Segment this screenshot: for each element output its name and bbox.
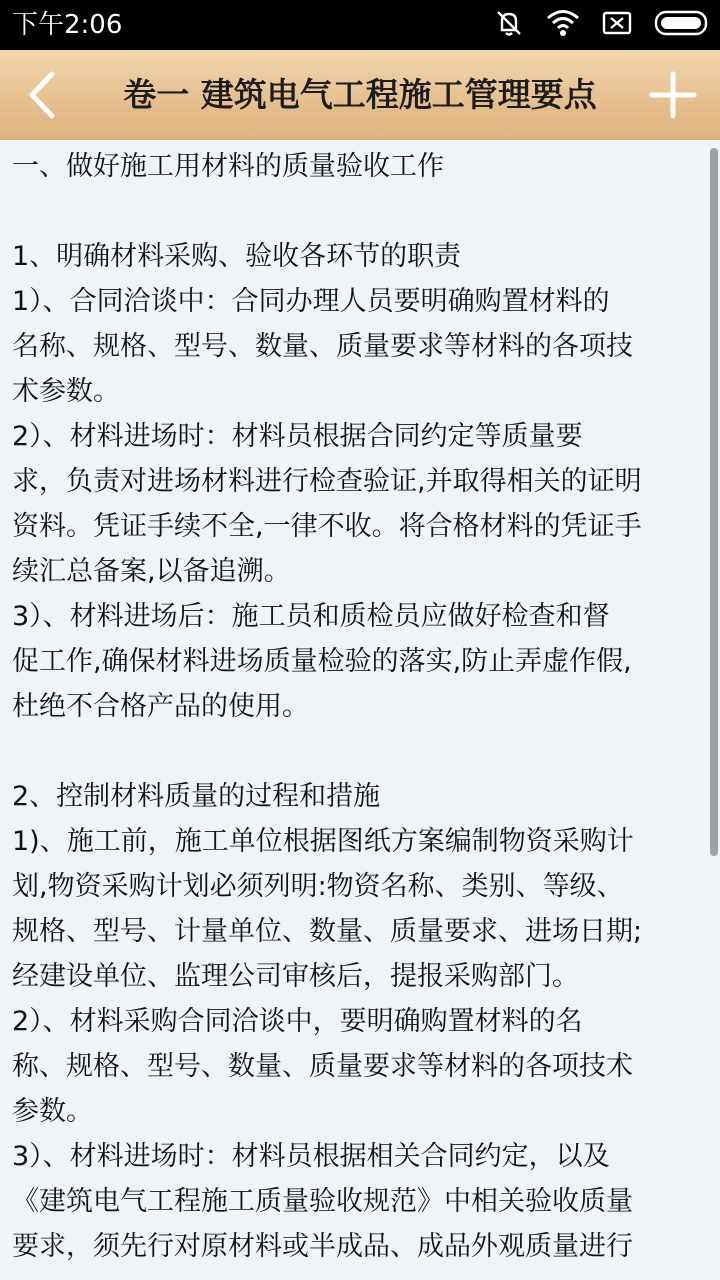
page-title: 卷一 建筑电气工程施工管理要点 — [123, 75, 597, 114]
article-line: 要求，须先行对原材料或半成品、成品外观质量进行 — [12, 1231, 633, 1262]
sim-icon — [602, 11, 632, 39]
blank-line — [12, 189, 702, 234]
article-line: 资料。凭证手续不全,一律不收。将合格材料的凭证手 — [12, 511, 642, 542]
article-line: 续汇总备案,以备追溯。 — [12, 556, 291, 587]
battery-icon — [654, 10, 710, 40]
article-content[interactable] — [0, 140, 720, 1280]
app-header — [0, 50, 720, 140]
article-line: 参数。 — [12, 1096, 93, 1127]
plus-icon — [646, 68, 700, 122]
article-line: 2）、材料进场时：材料员根据合同约定等质量要 — [12, 421, 583, 452]
article-line: 3）、材料进场时：材料员根据相关合同约定，以及 — [12, 1141, 610, 1172]
add-button[interactable] — [646, 68, 700, 122]
article-line: 划,物资采购计划必须列明:物资名称、类别、等级、 — [12, 871, 624, 902]
article-line: 称、规格、型号、数量、质量要求等材料的各项技术 — [12, 1051, 633, 1082]
chevron-left-icon — [22, 68, 70, 122]
article-line: 经建设单位、监理公司审核后，提报采购部门。 — [12, 961, 579, 992]
article-body — [0, 140, 720, 1269]
article-line: 《建筑电气工程施工质量验收规范》中相关验收质量 — [12, 1186, 633, 1217]
status-time: 下午2:06 — [12, 10, 123, 40]
status-icons — [472, 10, 710, 40]
scrollbar-thumb[interactable] — [710, 148, 718, 856]
article-line: 2）、材料采购合同洽谈中，要明确购置材料的名 — [12, 1006, 583, 1037]
article-line: 1)、施工前，施工单位根据图纸方案编制物资采购计 — [12, 826, 634, 857]
wifi-icon — [546, 9, 580, 41]
article-line: 1）、合同洽谈中：合同办理人员要明确购置材料的 — [12, 286, 610, 317]
blank-line — [12, 729, 702, 774]
article-line: 杜绝不合格产品的使用。 — [12, 691, 309, 722]
article-line: 2、控制材料质量的过程和措施 — [12, 781, 381, 812]
article-line: 促工作,确保材料进场质量检验的落实,防止弄虚作假, — [12, 646, 632, 677]
article-line: 名称、规格、型号、数量、质量要求等材料的各项技 — [12, 331, 633, 362]
article-line: 3）、材料进场后：施工员和质检员应做好检查和督 — [12, 601, 610, 632]
mute-icon — [494, 8, 524, 42]
article-line: 术参数。 — [12, 376, 120, 407]
article-line: 1、明确材料采购、验收各环节的职责 — [12, 241, 462, 272]
article-line: 一、做好施工用材料的质量验收工作 — [12, 151, 444, 182]
back-button[interactable] — [22, 68, 70, 122]
article-line: 规格、型号、计量单位、数量、质量要求、进场日期; — [12, 916, 643, 947]
status-bar — [0, 0, 720, 50]
article-line: 求，负责对进场材料进行检查验证,并取得相关的证明 — [12, 466, 642, 497]
